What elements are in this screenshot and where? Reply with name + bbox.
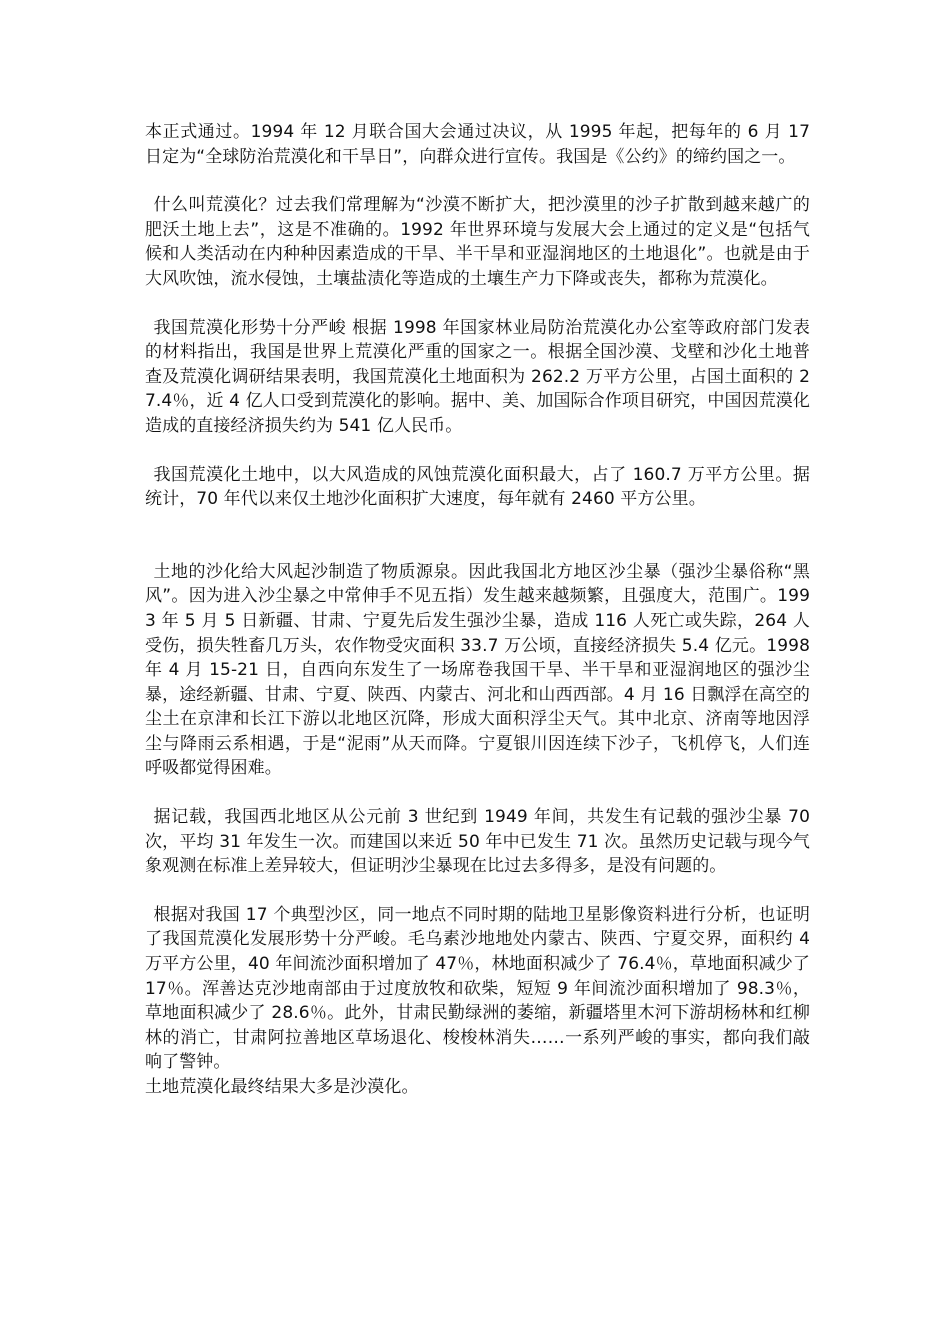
paragraph-desertification-definition: 什么叫荒漠化？过去我们常理解为“沙漠不断扩大，把沙漠里的沙子扩散到越来越广的肥沃土地上去”，这是不准确的。1992 年世界环境与发展大会上通过的定义是“包括气候和人类活动在内种种因素造成的干旱、半干旱和亚湿润地区的土地退化”。也就是由于大风吹蚀，流水侵蚀，土壤盐渍化等造成的土壤生产力下降或丧失，都称为荒漠化。 [145, 195, 810, 289]
paragraph-historical-records: 据记载，我国西北地区从公元前 3 世纪到 1949 年间，共发生有记载的强沙尘暴 70 次，平均 31 年发生一次。而建国以来近 50 年中已发生 71 次。虽然历史记载与现今气象观测在标准上差异较大，但证明沙尘暴现在比过去多得多，是没有问题的。 [145, 807, 810, 877]
paragraph-spacer [145, 292, 810, 316]
document-body [145, 120, 810, 1100]
paragraph-spacer [145, 781, 810, 805]
paragraph-spacer [145, 879, 810, 903]
paragraph-sandstorms: 土地的沙化给大风起沙制造了物质源泉。因此我国北方地区沙尘暴（强沙尘暴俗称“黑风”。因为进入沙尘暴之中常伸手不见五指）发生越来越频繁，且强度大，范围广。1993 年 5 月 5 日新疆、甘肃、宁夏先后发生强沙尘暴，造成 116 人死亡或失踪，264 人受伤，损失牲畜几万头，农作物受灾面积 33.7 万公顷，直接经济损失 5.4 亿元。1998 年 4 月 15-21 日，自西向东发生了一场席卷我国干旱、半干旱和亚湿润地区的强沙尘暴，途经新疆、甘肃、宁夏、陕西、内蒙古、河北和山西西部。4 月 16 日飘浮在高空的尘土在京津和长江下游以北地区沉降，形成大面积浮尘天气。其中北京、济南等地因浮尘与降雨云系相遇，于是“泥雨”从天而降。宁夏银川因连续下沙子，飞机停飞，人们连呼吸都觉得困难。 [145, 561, 810, 779]
paragraph-convention-adoption: 本正式通过。1994 年 12 月联合国大会通过决议，从 1995 年起，把每年的 6 月 17 日定为“全球防治荒漠化和干旱日”，向群众进行宣传。我国是《公约》的缔约国之一。 [145, 122, 810, 167]
paragraph-conclusion: 土地荒漠化最终结果大多是沙漠化。 [145, 1077, 419, 1097]
paragraph-severity: 我国荒漠化形势十分严峻 根据 1998 年国家林业局防治荒漠化办公室等政府部门发表的材料指出，我国是世界上荒漠化严重的国家之一。根据全国沙漠、戈壁和沙化土地普查及荒漠化调研结果表明，我国荒漠化土地面积为 262.2 万平方公里，占国土面积的 27.4％，近 4 亿人口受到荒漠化的影响。据中、美、加国际合作项目研究，中国因荒漠化造成的直接经济损失约为 541 亿人民币。 [145, 317, 810, 436]
paragraph-wind-erosion: 我国荒漠化土地中，以大风造成的风蚀荒漠化面积最大，占了 160.7 万平方公里。据统计，70 年代以来仅土地沙化面积扩大速度，每年就有 2460 平方公里。 [145, 464, 810, 510]
paragraph-spacer [145, 512, 810, 560]
paragraph-spacer [145, 439, 810, 463]
paragraph-satellite-analysis: 根据对我国 17 个典型沙区，同一地点不同时期的陆地卫星影像资料进行分析，也证明了我国荒漠化发展形势十分严峻。毛乌素沙地地处内蒙古、陕西、宁夏交界，面积约 4 万平方公里，40 年间流沙面积增加了 47％，林地面积减少了 76.4％，草地面积减少了 17％。浑善达克沙地南部由于过度放牧和砍柴，短短 9 年间流沙面积增加了 98.3％，草地面积减少了 28.6％。此外，甘肃民勤绿洲的萎缩，新疆塔里木河下游胡杨林和红柳林的消亡，甘肃阿拉善地区草场退化、梭梭林消失……一系列严峻的事实，都向我们敲响了警钟。 [145, 904, 810, 1073]
paragraph-spacer [145, 169, 810, 193]
